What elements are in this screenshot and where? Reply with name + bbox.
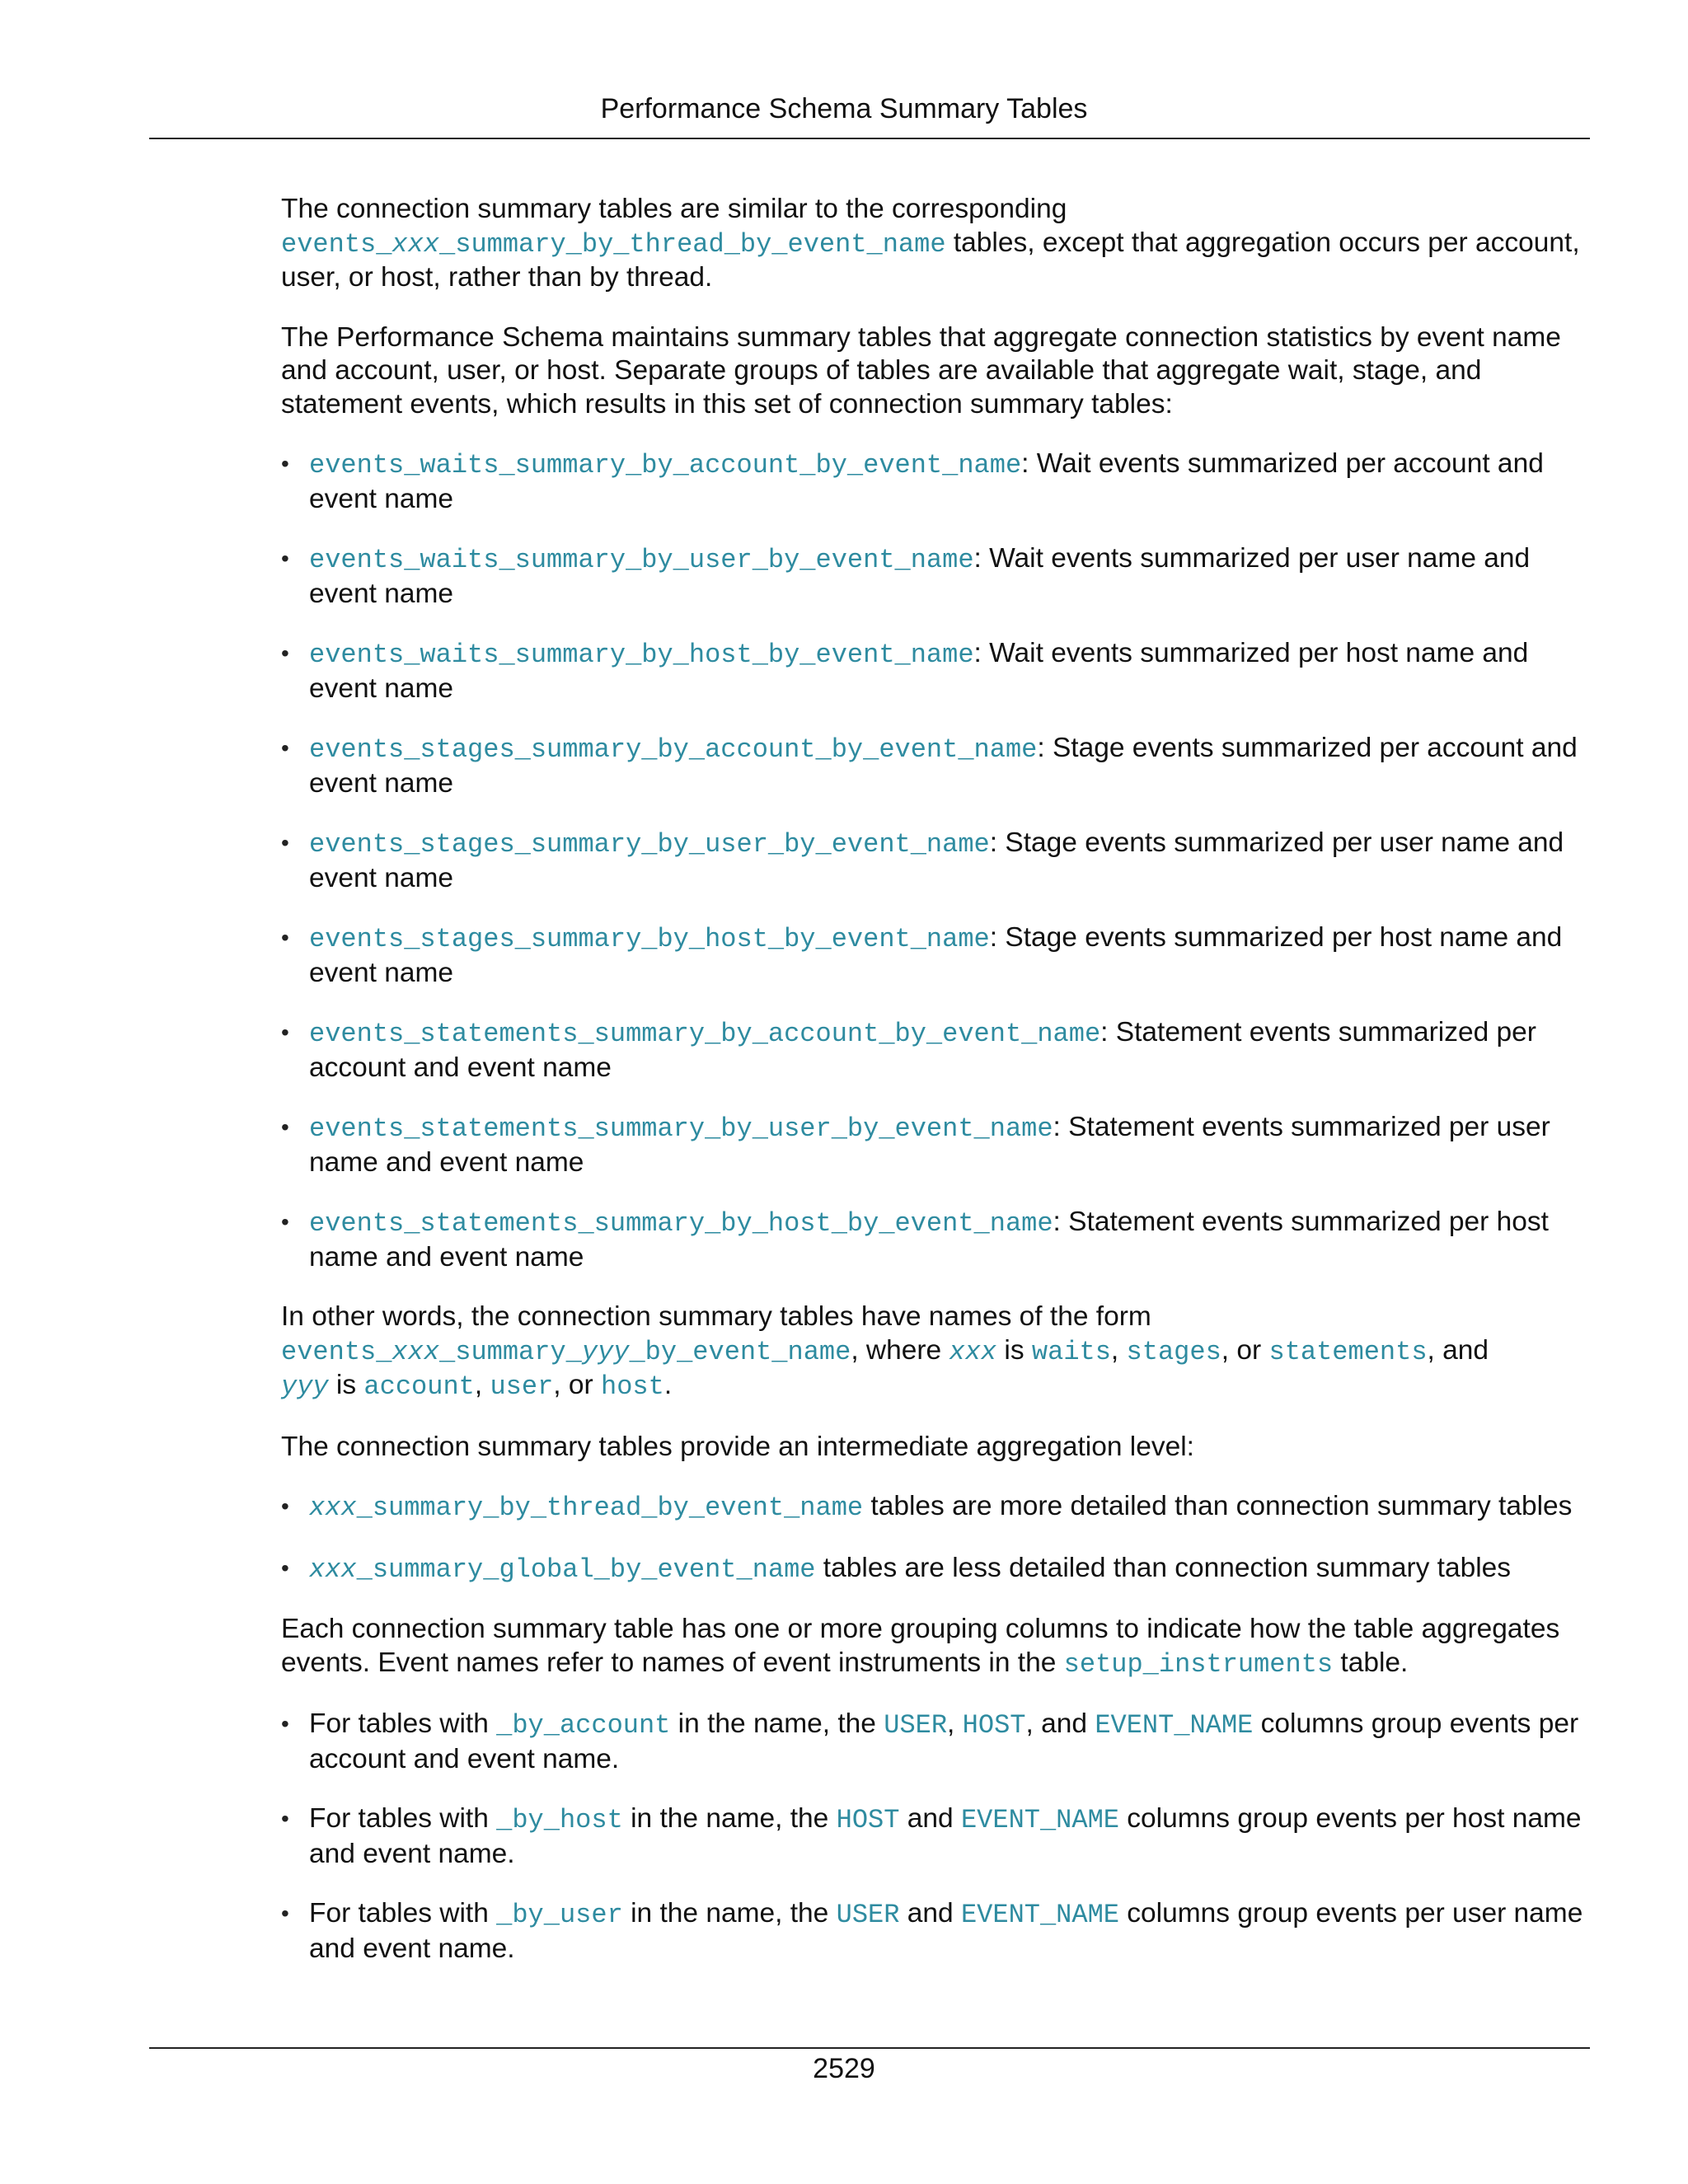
code-link[interactable]: events_waits_summary_by_host_by_event_name (309, 640, 974, 670)
naming-form-paragraph: In other words, the connection summary tables have names of the form events_xxx_summary_yyy_by_event_name, where xxx is waits, stages, or statements, and yyy is account, user, or host. (281, 1301, 1489, 1402)
code-link[interactable]: events_stages_summary_by_account_by_event_name (309, 734, 1038, 765)
page-body (281, 193, 1592, 1992)
footer-rule (149, 2047, 1590, 2049)
code-link[interactable]: setup_instruments (1063, 1648, 1334, 1680)
code-link[interactable]: xxx_summary_global_by_event_name (309, 1554, 816, 1585)
aggregation-level-intro: The connection summary tables provide an intermediate aggregation level: (281, 1431, 1194, 1462)
list-item: • events_stages_summary_by_host_by_event_name: Stage events summarized per host name and event name (281, 921, 1592, 990)
header-rule (149, 138, 1590, 139)
code-link[interactable]: events_waits_summary_by_user_by_event_name (309, 545, 974, 575)
page-header: Performance Schema Summary Tables (600, 93, 1088, 124)
list-item: • events_waits_summary_by_host_by_event_name: Wait events summarized per host name and event name (281, 637, 1592, 705)
code-literal: events_xxx_summary_yyy_by_event_name (281, 1336, 851, 1367)
list-item: • xxx_summary_by_thread_by_event_name tables are more detailed than connection summary tables (281, 1490, 1592, 1526)
list-item: • For tables with _by_host in the name, the HOST and EVENT_NAME columns group events per host name and event name. (281, 1802, 1592, 1871)
grouping-paragraph: Each connection summary table has one or more grouping columns to indicate how the table aggregates events. Event names refer to names of event instruments in the setup_instruments table. (281, 1614, 1560, 1680)
list-item: • For tables with _by_user in the name, the USER and EVENT_NAME columns group events per user name and event name. (281, 1897, 1592, 1966)
intro-paragraph-2: The Performance Schema maintains summary tables that aggregate connection statistics by event name and account, user, or host. Separate groups of tables are available that aggregate wait, stage, and statement events, which results in this set of connection summary tables: (281, 321, 1561, 419)
code-link[interactable]: events_stages_summary_by_user_by_event_name (309, 829, 990, 860)
code-link[interactable]: events_statements_summary_by_host_by_event_name (309, 1208, 1053, 1239)
code-link[interactable]: events_statements_summary_by_account_by_event_name (309, 1019, 1101, 1049)
list-item: • For tables with _by_account in the name, the USER, HOST, and EVENT_NAME columns group events per account and event name. (281, 1708, 1592, 1776)
aggregation-level-list (281, 1490, 1592, 1586)
list-item: • events_stages_summary_by_user_by_event_name: Stage events summarized per user name and event name (281, 827, 1592, 895)
list-item: • events_statements_summary_by_host_by_event_name: Statement events summarized per host name and event name (281, 1206, 1592, 1274)
list-item: • events_waits_summary_by_account_by_event_name: Wait events summarized per account and event name (281, 448, 1592, 516)
code-link[interactable]: events_stages_summary_by_host_by_event_name (309, 924, 990, 954)
page-number: 2529 (813, 2053, 875, 2084)
connection-table-list (281, 448, 1592, 1274)
grouping-column-list (281, 1708, 1592, 1966)
code-link[interactable]: events_waits_summary_by_account_by_event_name (309, 450, 1022, 480)
code-link[interactable]: events_xxx_summary_by_thread_by_event_name (281, 228, 946, 260)
code-link[interactable]: xxx_summary_by_thread_by_event_name (309, 1493, 864, 1523)
list-item: • events_statements_summary_by_user_by_event_name: Statement events summarized per user name and event name (281, 1111, 1592, 1179)
list-item: • events_waits_summary_by_user_by_event_name: Wait events summarized per user name and event name (281, 542, 1592, 611)
list-item: • events_stages_summary_by_account_by_event_name: Stage events summarized per account and event name (281, 732, 1592, 800)
code-link[interactable]: events_statements_summary_by_user_by_event_name (309, 1113, 1053, 1144)
intro-paragraph-1: The connection summary tables are similar to the corresponding events_xxx_summary_by_thread_by_event_name tables, except that aggregation occurs per account, user, or host, rather than by thread. (281, 194, 1580, 293)
list-item: • xxx_summary_global_by_event_name tables are less detailed than connection summary tables (281, 1552, 1592, 1587)
list-item: • events_statements_summary_by_account_by_event_name: Statement events summarized per account and event name (281, 1016, 1592, 1085)
